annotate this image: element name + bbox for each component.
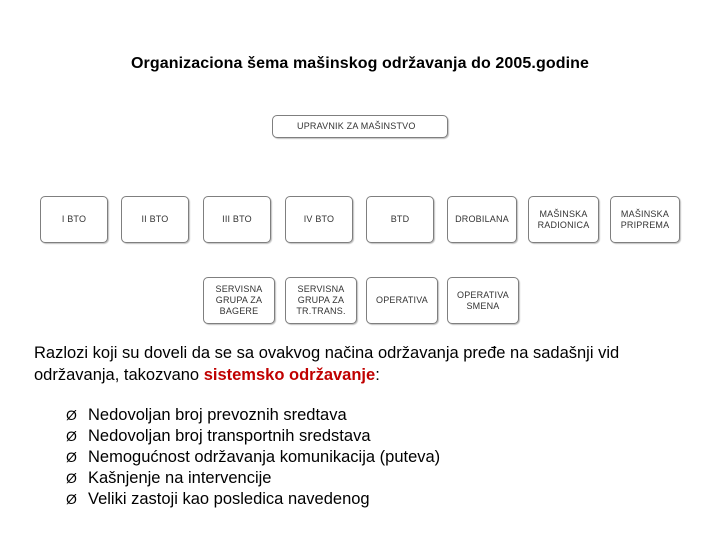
- list-item-text: Nemogućnost održavanja komunikacija (puteva): [88, 448, 441, 466]
- arrow-bullet-icon: Ø: [66, 470, 77, 486]
- org-box-i-bto: I BTO: [40, 196, 108, 243]
- arrow-bullet-icon: Ø: [66, 407, 77, 423]
- page-title: Organizaciona šema mašinskog održavanja do 2005.godine: [131, 55, 589, 72]
- paragraph-colon: :: [375, 366, 380, 384]
- list-item: [66, 489, 440, 510]
- reasons-paragraph: [34, 342, 694, 386]
- org-box-iii-bto: III BTO: [203, 196, 271, 243]
- list-item: [66, 447, 440, 468]
- org-box-masinska-radionica: MAŠINSKA RADIONICA: [528, 196, 599, 243]
- highlight-term: sistemsko održavanje: [203, 366, 376, 384]
- org-box-btd: BTD: [366, 196, 434, 243]
- list-item: [66, 426, 440, 447]
- list-item-text: Kašnjenje na intervencije: [88, 469, 272, 487]
- list-item-text: Veliki zastoji kao posledica navedenog: [88, 490, 370, 508]
- reasons-list: [66, 405, 440, 510]
- org-box-masinska-priprema: MAŠINSKA PRIPREMA: [610, 196, 680, 243]
- list-item: [66, 405, 440, 426]
- org-box-servisna-bagere: SERVISNA GRUPA ZA BAGERE: [203, 277, 275, 324]
- org-box-upravnik: UPRAVNIK ZA MAŠINSTVO: [272, 115, 448, 138]
- org-box-ii-bto: II BTO: [121, 196, 189, 243]
- org-box-iv-bto: IV BTO: [285, 196, 353, 243]
- arrow-bullet-icon: Ø: [66, 428, 77, 444]
- arrow-bullet-icon: Ø: [66, 491, 77, 507]
- list-item: [66, 468, 440, 489]
- list-item-text: Nedovoljan broj transportnih sredstava: [88, 427, 371, 445]
- paragraph-text: Razlozi koji su doveli da se sa ovakvog načina održavanja pređe na sadašnji vid održavanja, takozvano: [34, 344, 620, 384]
- org-box-operativa-smena: OPERATIVA SMENA: [447, 277, 519, 324]
- list-item-text: Nedovoljan broj prevoznih sredtava: [88, 406, 347, 424]
- arrow-bullet-icon: Ø: [66, 449, 77, 465]
- org-box-operativa: OPERATIVA: [366, 277, 438, 324]
- org-box-drobilana: DROBILANA: [447, 196, 517, 243]
- org-box-servisna-trtrans: SERVISNA GRUPA ZA TR.TRANS.: [285, 277, 357, 324]
